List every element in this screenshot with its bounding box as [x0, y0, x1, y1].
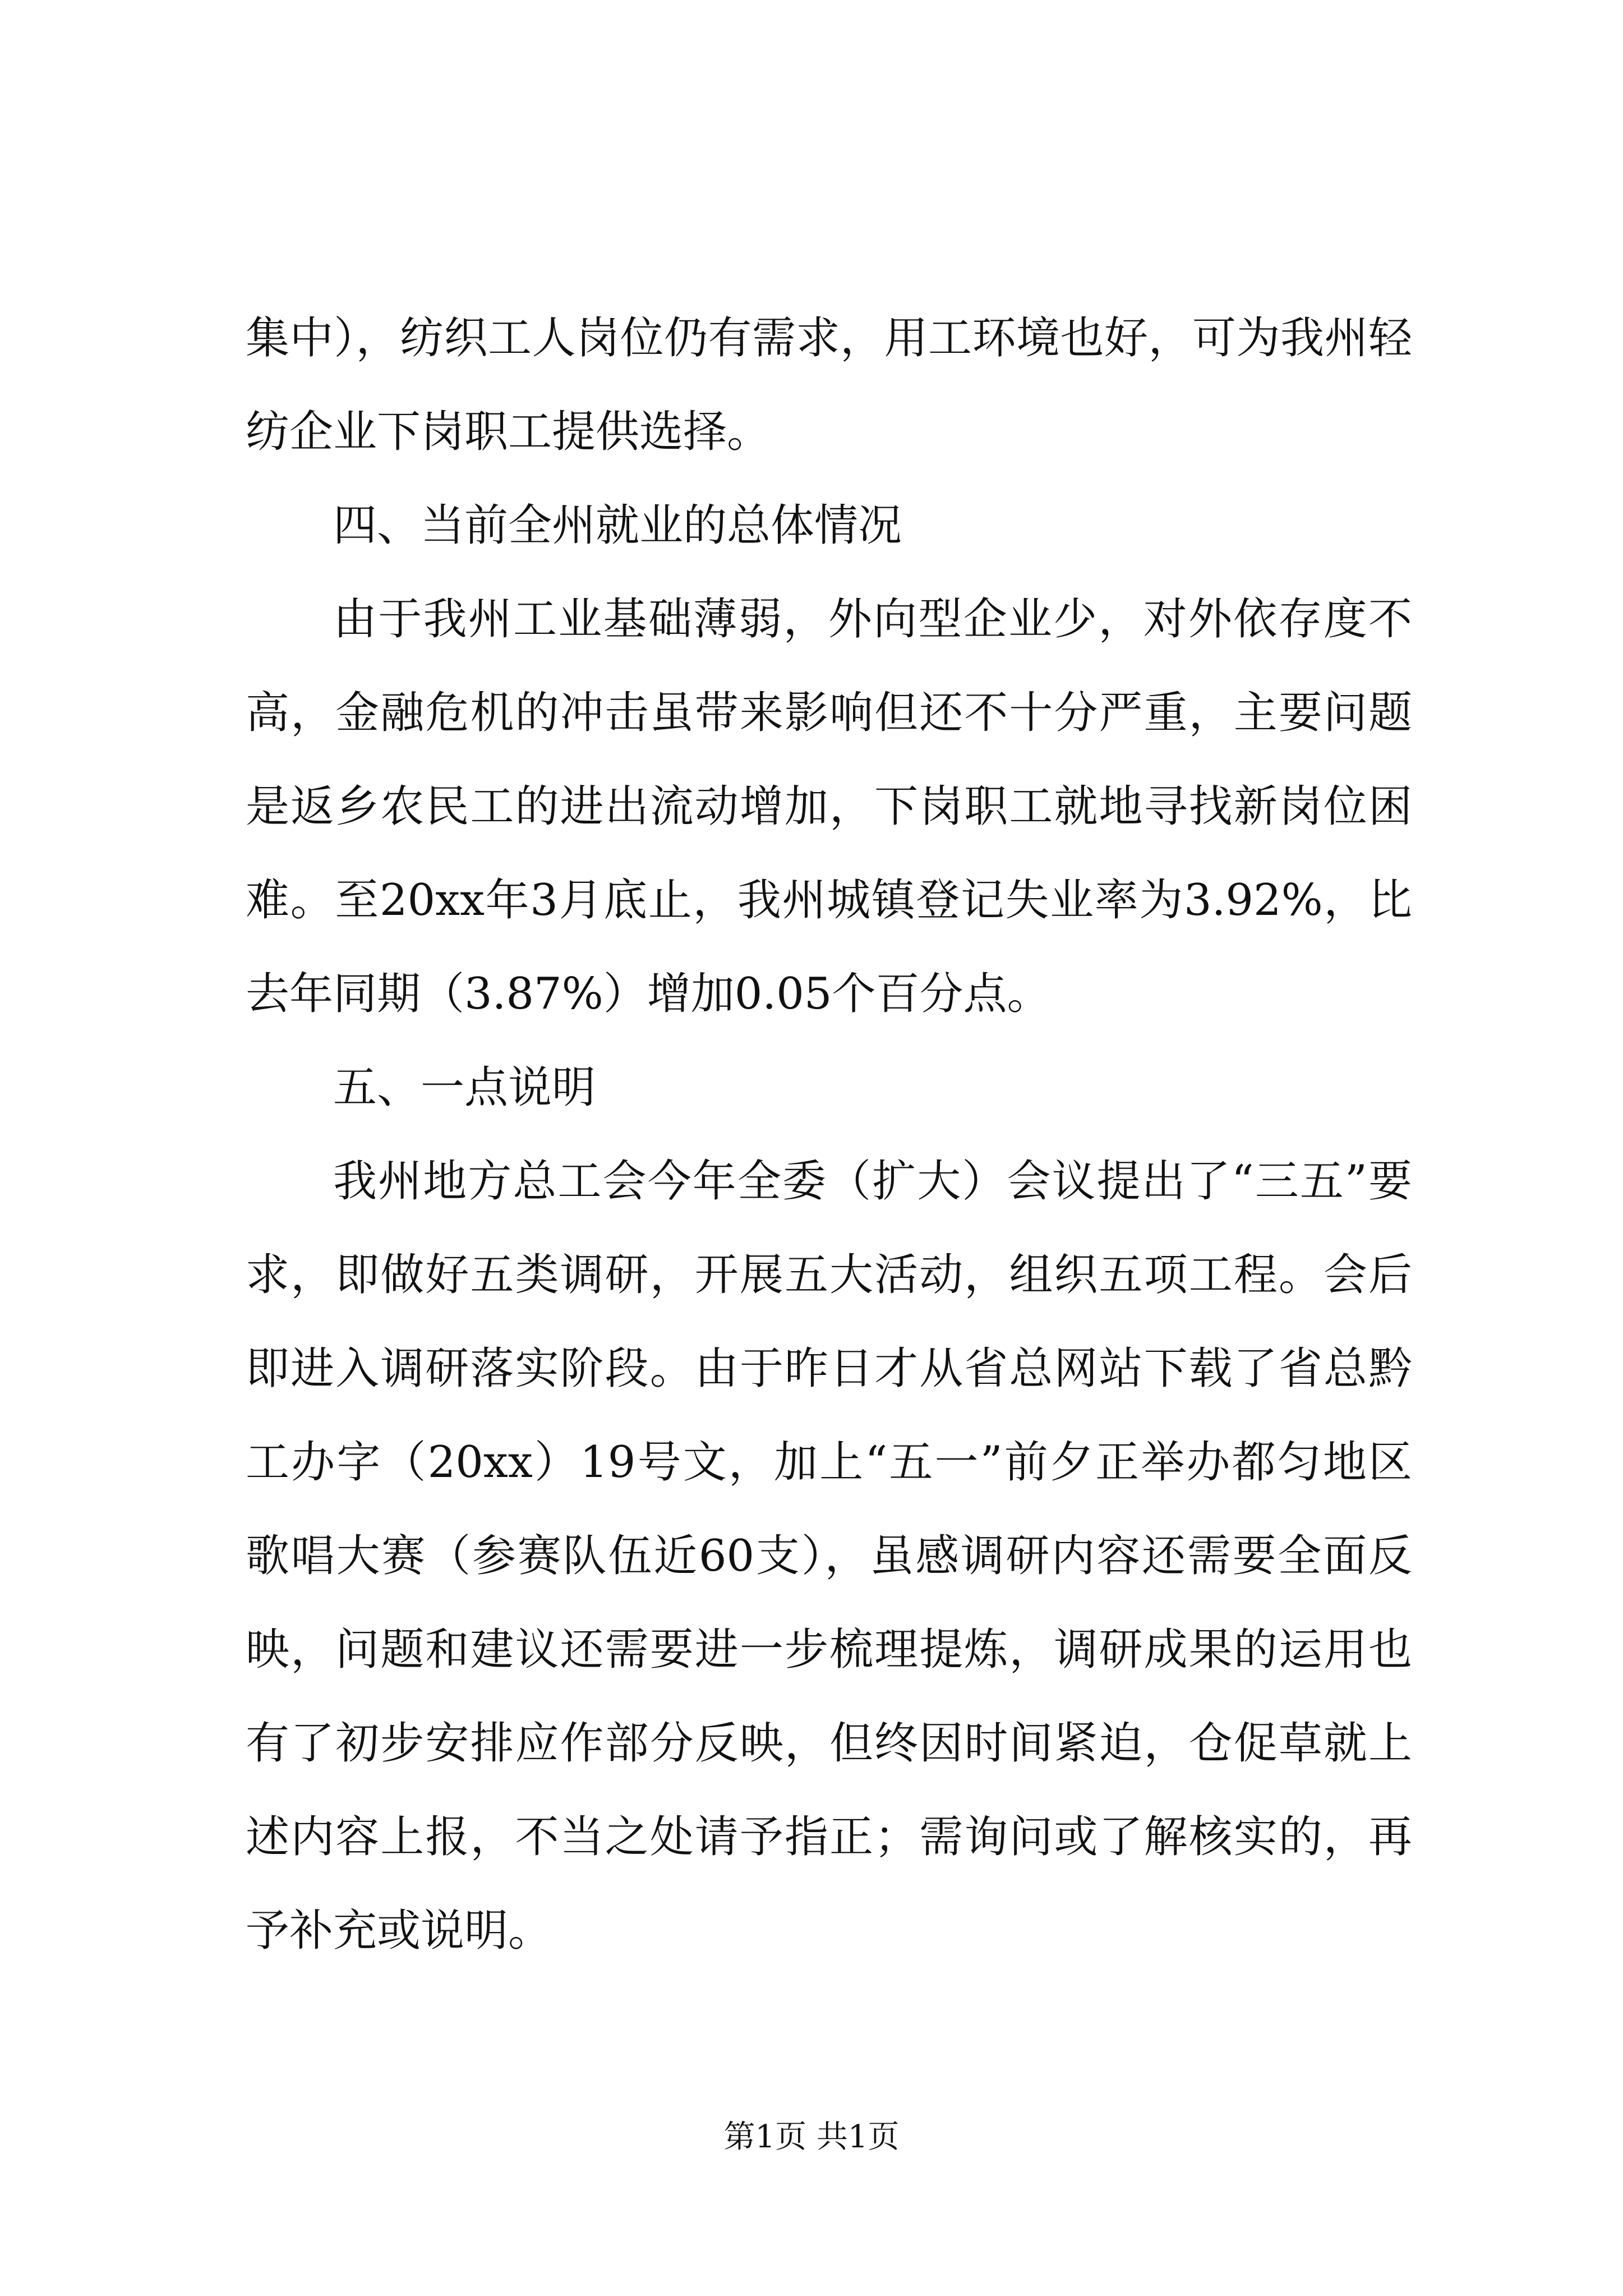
- section-heading-5: 五、一点说明: [333, 1062, 596, 1113]
- section-heading-4: 四、当前全州就业的总体情况: [333, 500, 902, 551]
- document-body: [246, 292, 1412, 1978]
- paragraph-continuation: 集中），纺织工人岗位仍有需求，用工环境也好，可为我州轻纺企业下岗职工提供选择。: [246, 313, 1412, 457]
- paragraph-explanation: 我州地方总工会今年全委（扩大）会议提出了“三五”要求，即做好五类调研，开展五大活动，组织五项工程。会后即进入调研落实阶段。由于昨日才从省总网站下载了省总黔工办字（20xx）19号文，加上“五一”前夕正举办都匀地区歌唱大赛（参赛队伍近60支），虽感调研内容还需要全面反映，问题和建议还需要进一步梳理提炼，调研成果的运用也有了初步安排应作部分反映，但终因时间紧迫，仓促草就上述内容上报，不当之处请予指正；需询问或了解核实的，再予补充或说明。: [246, 1156, 1412, 1956]
- page-footer: 第1页 共1页: [723, 2119, 900, 2155]
- paragraph-employment: 由于我州工业基础薄弱，外向型企业少，对外依存度不高，金融危机的冲击虽带来影响但还不十分严重，主要问题是返乡农民工的进出流动增加，下岗职工就地寻找新岗位困难。至20xx年3月底止，我州城镇登记失业率为3.92%，比去年同期（3.87%）增加0.05个百分点。: [246, 594, 1412, 1019]
